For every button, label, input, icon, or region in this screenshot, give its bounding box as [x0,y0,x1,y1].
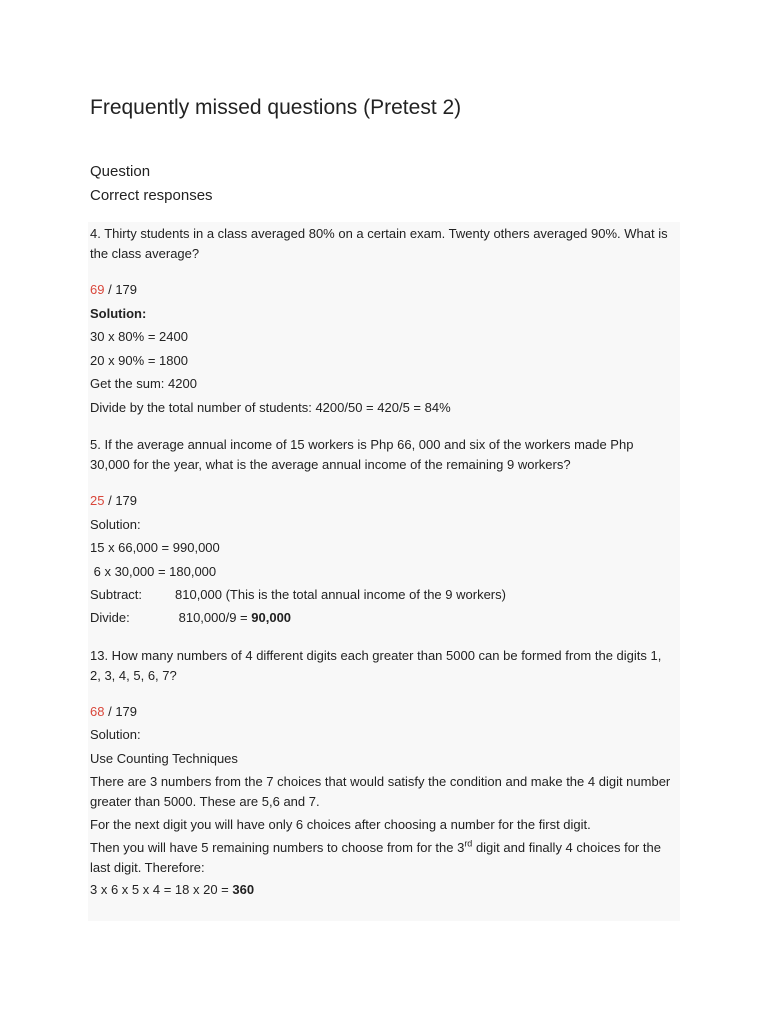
question-5-total-count: 179 [115,493,138,508]
score-separator: / [104,282,116,297]
question-4-total-count: 179 [115,282,138,297]
question-4-solution-line: Divide by the total number of students: 4200/50 = 420/5 = 84% [90,400,451,415]
question-column-header: Question [90,163,151,180]
question-5-solution-line: 6 x 30,000 = 180,000 [90,564,217,579]
question-13-technique: Use Counting Techniques [90,751,238,766]
question-4-solution-line: 20 x 90% = 1800 [90,353,188,368]
question-13-explanation: There are 3 numbers from the 7 choices that would satisfy the condition and make the 4 digit number greater than 5000. These are 5,6 and 7. [90,774,671,809]
score-separator: / [104,493,116,508]
question-4-score [90,280,137,300]
ordinal-suffix: rd [464,838,473,849]
page-title: Frequently missed questions (Pretest 2) [90,96,462,119]
question-4-solution-label: Solution: [90,306,147,321]
question-5-divide-expression: 810,000/9 = [175,610,252,625]
question-5-subtract-value: 810,000 (This is the total annual income of the 9 workers) [175,587,506,602]
question-13-explanation: For the next digit you will have only 6 choices after choosing a number for the first digit. [90,817,591,832]
question-5-solution-line: 15 x 66,000 = 990,000 [90,540,220,555]
question-5-answer: 90,000 [251,610,292,625]
question-4-correct-count: 69 [90,282,105,297]
question-13-formula [90,880,254,900]
explanation-text: digit and finally 4 choices for the last digit. Therefore: [90,840,661,875]
question-5-solution-label: Solution: [90,517,141,532]
question-13-correct-count: 68 [90,704,105,719]
question-5-correct-count: 25 [90,493,105,508]
question-13-score [90,702,137,722]
question-4-solution-line: 30 x 80% = 2400 [90,329,188,344]
question-4-prompt: 4. Thirty students in a class averaged 80% on a certain exam. Twenty others averaged 90%. What is the class average? [90,226,668,261]
question-13-answer: 360 [232,882,255,897]
question-13-solution-label: Solution: [90,727,141,742]
question-5-prompt: 5. If the average annual income of 15 workers is Php 66, 000 and six of the workers made Php 30,000 for the year, what is the average annual income of the remaining 9 workers? [90,437,634,472]
question-13-prompt: 13. How many numbers of 4 different digits each greater than 5000 can be formed from the digits 1, 2, 3, 4, 5, 6, 7? [90,648,662,683]
question-13-explanation [90,838,675,878]
formula-expression: 3 x 6 x 5 x 4 = 18 x 20 = [90,882,233,897]
score-separator: / [104,704,116,719]
responses-column-header: Correct responses [90,187,213,204]
question-4-solution-line: Get the sum: 4200 [90,376,197,391]
explanation-text: Then you will have 5 remaining numbers to choose from for the 3 [90,840,465,855]
question-5-divide-label: Divide: [90,610,130,625]
question-5-score [90,491,137,511]
question-13-total-count: 179 [115,704,138,719]
question-5-subtract-label: Subtract: [90,587,143,602]
question-5-divide-value [175,608,291,628]
